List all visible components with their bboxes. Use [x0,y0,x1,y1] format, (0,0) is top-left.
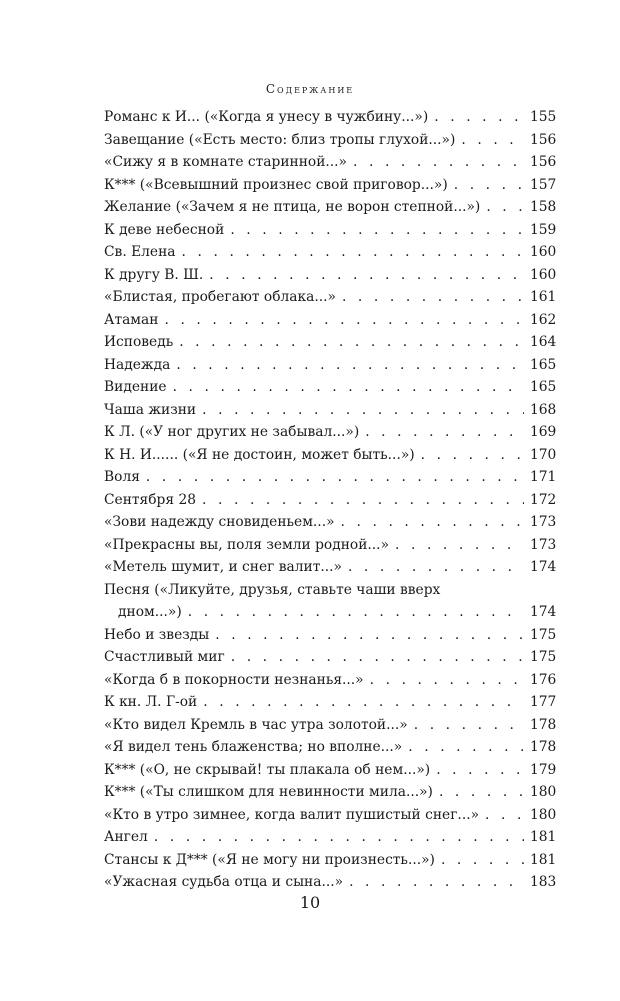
toc-entry-page: 164 [530,334,557,350]
toc-leader-dots [434,106,524,129]
toc-entry-title: Завещание («Есть место: близ тропы глухой...») [104,131,456,148]
toc-leader-dots [349,871,524,894]
toc-entry-title: Песня («Ликуйте, друзья, ставьте чаши вверх [104,581,441,598]
toc-entry [104,151,556,174]
toc-entry-page: 165 [530,356,557,373]
toc-leader-dots [202,399,524,422]
toc-entry-title: «Блистая, пробегают облака...» [104,289,336,305]
toc-entry-title: К Н. И...... («Я не достоин, может быть...») [104,446,415,463]
toc-entry-title: Стансы к Д*** («Я не могу ни произнесть...») [104,851,435,868]
toc-entry-page: 178 [530,716,557,733]
toc-entry-page: 175 [530,649,557,665]
toc-entry-page: 176 [530,671,557,688]
toc-entry [104,759,556,782]
toc-entry [104,736,556,759]
toc-entry-page: 181 [530,851,557,868]
toc-leader-dots [188,601,524,624]
toc-leader-dots [341,511,524,534]
toc-entry [104,511,556,534]
toc-leader-dots [173,376,524,399]
toc-entry [104,264,556,287]
toc-entry-title: К*** («Всевышний произнес свой приговор...») [104,176,448,193]
toc-entry-title: Атаман [104,311,159,328]
toc-entry-page: 175 [530,626,557,643]
toc-entry-title: К кн. Л. Г-ой [104,694,198,710]
toc-entry [104,826,556,849]
toc-entry-title: «Я видел тень блаженства; но вполне...» [104,739,403,755]
toc-entry [104,646,556,669]
toc-entry [104,466,556,489]
toc-entry-page: 179 [530,761,557,778]
toc-leader-dots [365,421,524,444]
toc-entry-title: Св. Елена [104,244,176,260]
toc-entry-title-continuation: дном...») [118,604,182,620]
toc-entry-page: 177 [530,694,557,710]
toc-entry [104,669,556,692]
toc-entry-title: «Зови надежду сновиденьем...» [104,514,335,530]
toc-leader-dots [370,669,524,692]
toc-leader-dots [342,286,524,309]
toc-entry [104,624,556,647]
page-header-title: Содержание [265,82,355,96]
toc-entry-page: 174 [530,604,557,620]
toc-leader-dots [421,444,524,467]
toc-entry [104,354,556,377]
toc-leader-dots [348,556,524,579]
toc-leader-dots [353,151,524,174]
toc-entry-title: К*** («Ты слишком для невинности мила...») [104,784,433,800]
toc-entry-title: Чаша жизни [104,401,197,418]
toc-entry-page: 159 [530,221,557,238]
toc-entry-title: Небо и звезды [104,626,210,643]
toc-leader-dots [202,489,524,512]
toc-leader-dots [436,759,524,782]
toc-entry-page: 181 [530,829,557,845]
toc-entry [104,286,556,309]
toc-entry [104,556,556,579]
toc-entry [104,196,556,219]
toc-entry-page: 156 [530,154,557,170]
toc-entry-page: 157 [530,176,557,193]
toc-entry [104,489,556,512]
toc-entry-page: 178 [530,739,557,755]
toc-leader-dots [164,309,524,332]
toc-leader-dots [182,241,524,264]
toc-entry [104,421,556,444]
toc-entry-title: К деве небесной [104,221,225,238]
toc-entry [104,174,556,197]
toc-leader-dots [176,354,524,377]
toc-leader-dots [231,646,524,669]
toc-entry-page: 183 [530,874,557,890]
toc-leader-dots [461,129,524,152]
toc-entry-page: 160 [530,244,557,260]
toc-entry-page: 171 [530,469,557,485]
toc-entry [104,579,556,602]
toc-entry-page: 173 [530,536,557,553]
toc-entry-page: 158 [530,199,557,215]
toc-entry-continuation [104,601,556,624]
toc-entry [104,399,556,422]
toc-entry-page: 174 [530,559,557,575]
toc-entry-title: К Л. («У ног других не забывал...») [104,424,360,440]
toc-entry [104,849,556,872]
toc-entry [104,804,556,827]
toc-entry [104,444,556,467]
toc-leader-dots [439,781,524,804]
toc-leader-dots [408,736,524,759]
toc-entry-title: «Ужасная судьба отца и сына...» [104,874,344,890]
toc-entry-title: Ангел [104,829,148,845]
toc-entry-page: 168 [530,401,557,418]
toc-entry [104,376,556,399]
toc-entry [104,331,556,354]
toc-entry-page: 180 [530,784,557,800]
toc-entry [104,241,556,264]
toc-entry [104,309,556,332]
toc-leader-dots [230,219,524,242]
toc-entry [104,781,556,804]
table-of-contents [104,106,556,894]
toc-entry-title: Счастливый миг [104,649,225,665]
toc-entry [104,871,556,894]
toc-entry [104,129,556,152]
toc-entry-title: «Сижу я в комнате старинной...» [104,154,348,170]
toc-leader-dots [146,466,524,489]
toc-entry [104,219,556,242]
toc-entry-title: «Прекрасны вы, поля земли родной...» [104,536,390,553]
toc-entry-title: Воля [104,469,140,485]
toc-entry-title: «Когда б в покорности незнанья...» [104,671,364,688]
toc-entry-page: 155 [530,109,557,125]
toc-leader-dots [486,196,524,219]
toc-entry-page: 160 [530,266,557,283]
toc-entry-title: К*** («О, не скрывай! ты плакала об нем...») [104,761,431,778]
toc-leader-dots [441,849,524,872]
toc-entry-title: Сентября 28 [104,491,197,508]
toc-entry-title: «Кто видел Кремль в час утра золотой...» [104,716,408,733]
toc-entry-page: 173 [530,514,557,530]
toc-leader-dots [485,804,524,827]
toc-entry-title: Надежда [104,356,171,373]
toc-entry-title: Романс к И... («Когда я унесу в чужбину...») [104,109,429,125]
toc-entry-page: 161 [530,289,557,305]
toc-leader-dots [414,714,524,737]
toc-entry-page: 169 [530,424,557,440]
toc-entry-title: Исповедь [104,334,174,350]
toc-leader-dots [179,331,524,354]
toc-leader-dots [209,264,524,287]
toc-leader-dots [215,624,524,647]
page-number: 10 [299,893,321,912]
toc-entry-page: 165 [530,379,557,395]
toc-leader-dots [454,174,524,197]
toc-entry-title: «Кто в утро зимнее, когда валит пушистый снег...» [104,806,480,823]
toc-entry [104,714,556,737]
toc-entry-page: 170 [530,446,557,463]
toc-entry-page: 156 [530,131,557,148]
toc-entry-page: 180 [530,806,557,823]
toc-entry-page: 172 [530,491,557,508]
toc-entry-title: Желание («Зачем я не птица, не ворон степной...») [104,199,481,215]
toc-entry [104,691,556,714]
toc-leader-dots [154,826,524,849]
toc-entry [104,106,556,129]
toc-leader-dots [395,534,524,557]
toc-entry-title: «Метель шумит, и снег валит...» [104,559,342,575]
toc-entry-title: Видение [104,379,167,395]
toc-entry-title: К другу В. Ш. [104,266,204,283]
toc-entry [104,534,556,557]
toc-leader-dots [203,691,524,714]
toc-entry-page: 162 [530,311,557,328]
